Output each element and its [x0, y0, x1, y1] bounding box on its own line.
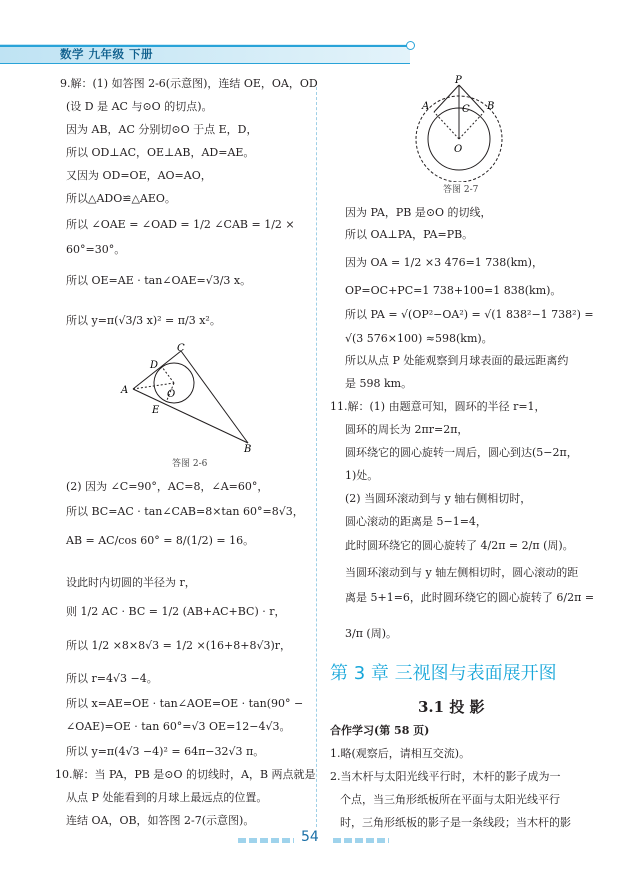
- page-number: 54: [301, 829, 319, 845]
- label-o: O: [167, 389, 176, 400]
- label-c: C: [462, 104, 470, 115]
- practice-item: 时，三角形纸板的影子是一条线段；当木杆的影: [340, 816, 571, 829]
- footer-decoration-left: [238, 838, 294, 843]
- label-c: C: [177, 343, 185, 354]
- segment-ab: [133, 389, 248, 443]
- text-line: 连结 OA，OB，如答图 2-7(示意图)。: [66, 814, 255, 827]
- header-rule-bottom: [0, 63, 410, 64]
- figure-2-6-caption: 答图 2-6: [172, 459, 208, 469]
- text-line: 60°=30°。: [66, 243, 126, 256]
- text-line: 所以 y=π(√3/3 x)² = π/3 x²。: [66, 314, 221, 327]
- text-line: (2) 当圆环滚动到与 y 轴右侧相切时，: [345, 492, 532, 505]
- label-p: P: [455, 75, 462, 86]
- header-title: 数学 九年级 下册: [60, 47, 154, 61]
- text-line: 则 1/2 AC · BC = 1/2 (AB+AC+BC) · r，: [66, 605, 286, 618]
- text-line: 此时圆环绕它的圆心旋转了 4/2π = 2/π (周)。: [345, 539, 574, 552]
- text-line: 因为 PA，PB 是⊙O 的切线，: [345, 206, 492, 219]
- text-line: 所以 r=4√3 −4。: [66, 672, 158, 685]
- text-line: 所以 PA = √(OP²−OA²) = √(1 838²−1 738²) =: [345, 308, 594, 321]
- text-line: 所以 1/2 ×8×8√3 = 1/2 ×(16+8+8√3)r，: [66, 639, 292, 652]
- text-line: 又因为 OD=OE，AO=AO，: [66, 169, 212, 182]
- practice-item: 个点，当三角形纸板所在平面与太阳光线平行: [340, 793, 560, 806]
- text-line: 是 598 km。: [345, 377, 413, 390]
- section-title: 3.1 投 影: [418, 698, 485, 716]
- footer-decoration-right: [333, 838, 389, 843]
- text-line: 11.解：(1) 由题意可知，圆环的半径 r=1，: [330, 400, 546, 413]
- text-line: 因为 OA = 1/2 ×3 476=1 738(km)，: [345, 256, 543, 269]
- text-line: 离是 5+1=6，此时圆环绕它的圆心旋转了 6/2π =: [345, 591, 595, 604]
- label-b: B: [244, 444, 252, 452]
- text-line: 所以 OD⊥AC，OE⊥AB，AD=AE。: [66, 146, 255, 159]
- header-dot-icon: [406, 41, 415, 50]
- label-a: A: [121, 385, 129, 396]
- column-divider: [316, 82, 317, 827]
- text-line: 当圆环滚动到与 y 轴左侧相切时，圆心滚动的距: [345, 566, 579, 579]
- label-d: D: [150, 360, 159, 371]
- figure-2-6: [115, 342, 265, 452]
- text-line: (2) 因为 ∠C=90°，AC=8，∠A=60°，: [66, 480, 269, 493]
- label-a: A: [422, 101, 430, 112]
- text-line: 所以 OE=AE · tan∠OAE=√3/3 x。: [66, 274, 252, 287]
- label-o: O: [454, 144, 463, 155]
- text-line: 9.解：(1) 如答图 2-6(示意图)，连结 OE，OA，OD: [60, 77, 318, 90]
- figure-2-7: [408, 72, 518, 182]
- text-line: 从点 P 处能看到的月球上最远点的位置。: [66, 791, 268, 804]
- text-line: ∠OAE)=OE · tan 60°=√3 OE=12−4√3。: [66, 720, 291, 733]
- text-line: 10.解：当 PA，PB 是⊙O 的切线时，A，B 两点就是: [55, 768, 316, 781]
- practice-heading: 合作学习(第 58 页): [330, 724, 430, 737]
- text-line: 1)处。: [345, 469, 379, 482]
- text-line: 所以 x=AE=OE · tan∠AOE=OE · tan(90° −: [66, 697, 304, 710]
- text-line: 因为 AB，AC 分别切⊙O 于点 E，D，: [66, 123, 258, 136]
- text-line: 所以△ADO≌△AEO。: [66, 192, 176, 205]
- label-b: B: [487, 101, 495, 112]
- text-line: 所以 OA⊥PA，PA=PB。: [345, 228, 474, 241]
- text-line: 圆心滚动的距离是 5−1=4，: [345, 515, 487, 528]
- segment-cb: [181, 351, 248, 443]
- practice-item: 2.当木杆与太阳光线平行时，木杆的影子成为一: [330, 770, 561, 783]
- text-line: 3/π (周)。: [345, 627, 398, 640]
- text-line: 圆环绕它的圆心旋转一周后，圆心到达(5−2π，: [345, 446, 578, 459]
- text-line: 设此时内切圆的半径为 r，: [66, 576, 196, 589]
- label-e: E: [152, 405, 160, 416]
- practice-item: 1.略(观察后，请相互交流)。: [330, 747, 471, 760]
- text-line: 所以 y=π(4√3 −4)² = 64π−32√3 π。: [66, 745, 265, 758]
- text-line: √(3 576×100) ≈598(km)。: [345, 332, 493, 345]
- text-line: 圆环的周长为 2πr=2π，: [345, 423, 469, 436]
- text-line: 所以 BC=AC · tan∠CAB=8×tan 60°=8√3，: [66, 505, 304, 518]
- text-line: 所以 ∠OAE = ∠OAD = 1/2 ∠CAB = 1/2 ×: [66, 218, 295, 231]
- figure-2-7-caption: 答图 2-7: [443, 185, 479, 195]
- text-line: AB = AC/cos 60° = 8/(1/2) = 16。: [66, 534, 255, 547]
- text-line: 所以从点 P 处能观察到月球表面的最远距离约: [345, 354, 569, 367]
- text-line: (设 D 是 AC 与⊙O 的切点)。: [66, 100, 213, 113]
- segment-od: [162, 367, 174, 383]
- text-line: OP=OC+PC=1 738+100=1 838(km)。: [345, 284, 562, 297]
- chapter-title: 第 3 章 三视图与表面展开图: [330, 663, 557, 684]
